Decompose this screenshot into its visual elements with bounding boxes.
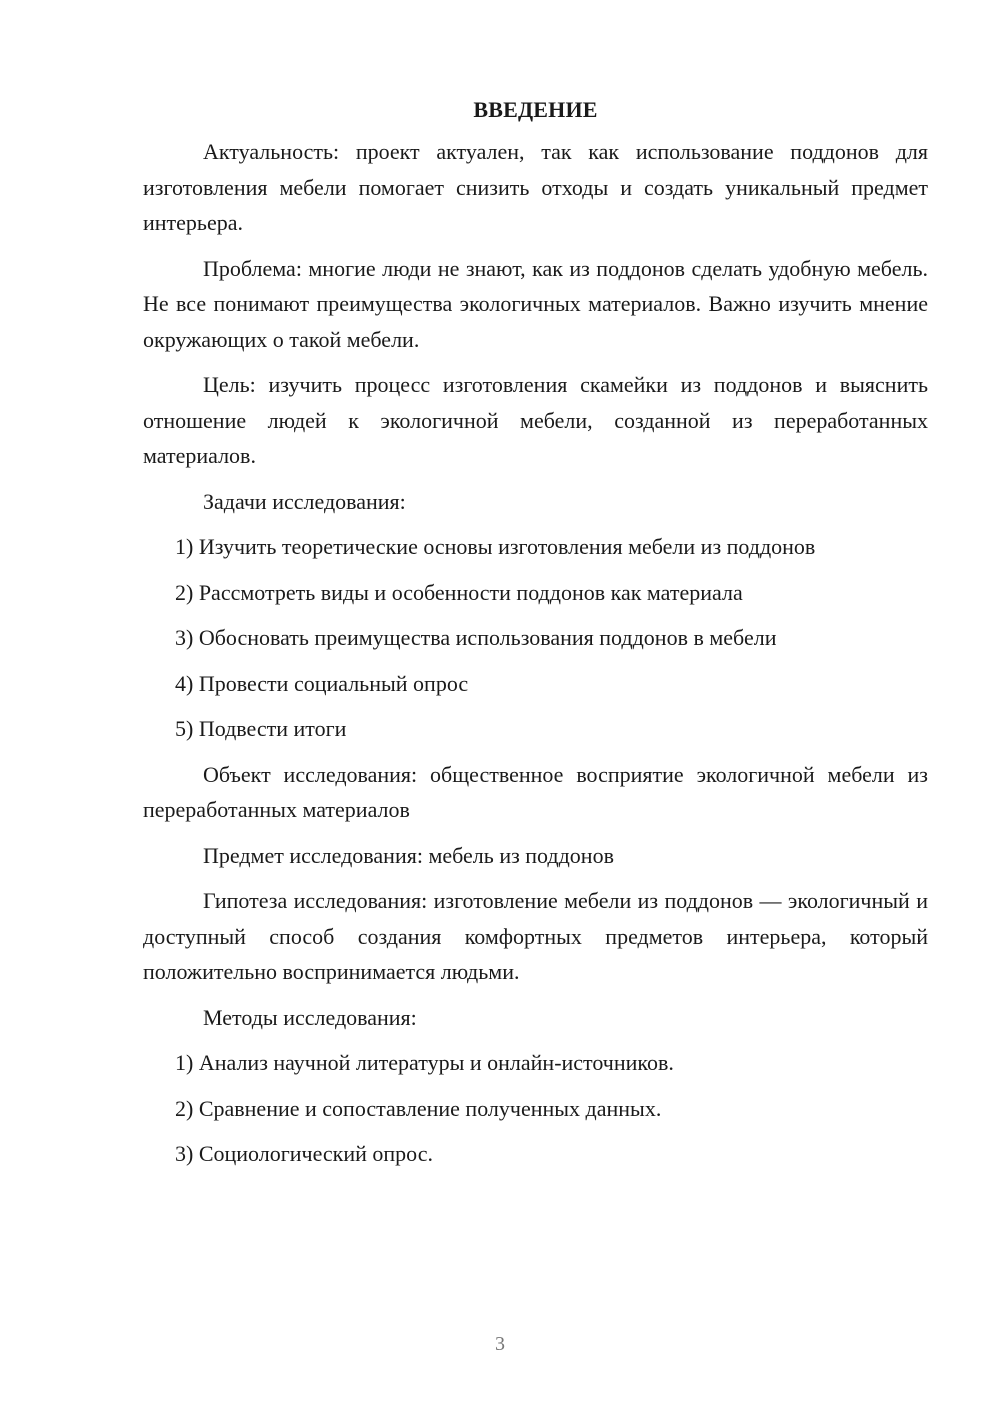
task-item: 1) Изучить теоретические основы изготовления мебели из поддонов	[175, 534, 816, 559]
task-item: 4) Провести социальный опрос	[175, 670, 469, 696]
method-item: 1) Анализ научной литературы и онлайн-источников.	[175, 1050, 674, 1075]
task-item: 2) Рассмотреть виды и особенности поддонов как материала	[175, 579, 743, 605]
relevance-paragraph: Актуальность: проект актуален, так как использование поддонов для изготовления мебели помогает снизить отходы и создать уникальный предмет интерьера.	[143, 139, 928, 235]
methods-heading: Методы исследования:	[203, 1004, 417, 1030]
document-page	[143, 90, 928, 1182]
hypothesis-paragraph: Гипотеза исследования: изготовление мебели из поддонов — экологичный и доступный способ создания комфортных предметов интерьера, который положительно воспринимается людьми.	[143, 888, 928, 984]
goal-paragraph: Цель: изучить процесс изготовления скамейки из поддонов и выяснить отношение людей к экологичной мебели, созданной из переработанных материалов.	[143, 372, 928, 468]
subject-line: Предмет исследования: мебель из поддонов	[203, 842, 614, 868]
page-number: 3	[495, 1333, 505, 1355]
tasks-heading: Задачи исследования:	[203, 488, 406, 514]
method-item: 2) Сравнение и сопоставление полученных данных.	[175, 1095, 662, 1121]
task-item: 3) Обосновать преимущества использования поддонов в мебели	[175, 625, 777, 650]
object-paragraph: Объект исследования: общественное восприятие экологичной мебели из переработанных материалов	[143, 761, 928, 822]
method-item: 3) Социологический опрос.	[175, 1141, 433, 1166]
problem-paragraph: Проблема: многие люди не знают, как из поддонов сделать удобную мебель. Не все понимают преимущества экологичных материалов. Важно изучить мнение окружающих о такой мебели.	[143, 255, 928, 352]
task-item: 5) Подвести итоги	[175, 716, 347, 741]
section-title: ВВЕДЕНИЕ	[473, 97, 598, 122]
